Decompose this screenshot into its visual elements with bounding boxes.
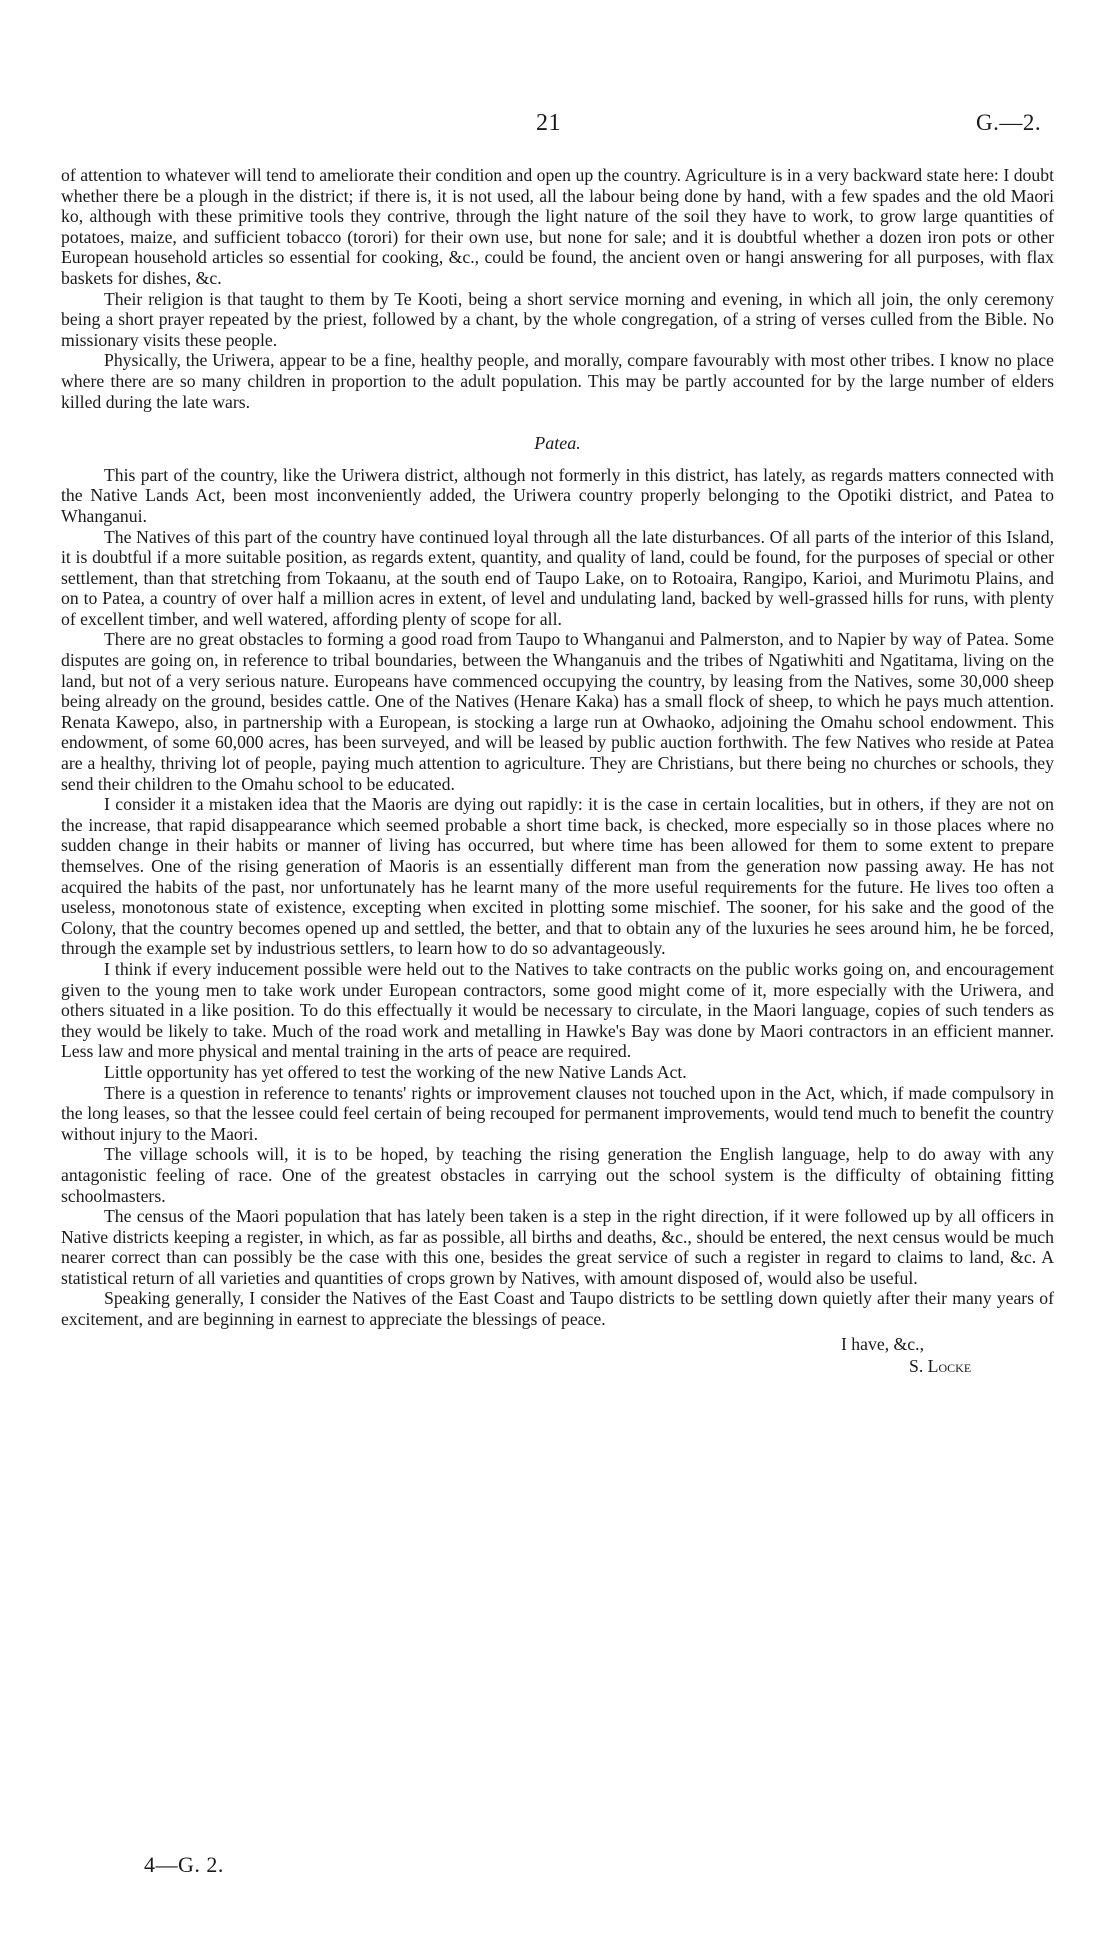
document-reference: G.—2. (976, 110, 1042, 135)
paragraph: Speaking generally, I consider the Natives of the East Coast and Taupo districts to be settling down quietly after their many years of excitement, and are beginning in earnest to appreciate the blessings of peace. (61, 1288, 1054, 1330)
paragraph: Little opportunity has yet offered to test the working of the new Native Lands Act. (104, 1061, 687, 1082)
paragraph: Their religion is that taught to them by Te Kooti, being a short service morning and evening, in which all join, the only ceremony being a short prayer repeated by the priest, followed by a chant, by the whole congregation, of a string of verses culled from the Bible. No missionary visits these people. (61, 288, 1054, 350)
page-number: 21 (536, 110, 561, 136)
paragraph: This part of the country, like the Uriwera district, although not formerly in this district, has lately, as regards matters connected with the Native Lands Act, been most inconveniently added, the Uriwera country properly belonging to the Opotiki district, and Patea to Whanganui. (61, 464, 1054, 526)
section-heading: Patea. (534, 433, 581, 454)
paragraph: The village schools will, it is to be hoped, by teaching the rising generation the English language, help to do away with any antagonistic feeling of race. One of the greatest obstacles in carrying out the school system is the difficulty of obtaining fitting schoolmasters. (61, 1144, 1054, 1206)
paragraph: I think if every inducement possible were held out to the Natives to take contracts on the public works going on, and encouragement given to the young men to take work under European contractors, some good might come of it, more especially with the Uriwera, and others situated in a like position. To do this effectually it would be necessary to circulate, in the Maori language, copies of such tenders as they would be likely to take. Much of the road work and metalling in Hawke's Bay was done by Maori contractors in an efficient manner. Less law and more physical and mental training in the arts of peace are required. (61, 958, 1054, 1062)
paragraph: of attention to whatever will tend to ameliorate their condition and open up the country. Agriculture is in a very backward state here: I doubt whether there be a plough in the district; if there is, it is not used, all the labour being done by hand, with a few spades and the old Maori ko, although with these primitive tools they contrive, through the light nature of the soil they have to work, to grow large quantities of potatoes, maize, and sufficient tobacco (torori) for their own use, but none for sale; and it is doubtful whether a dozen iron pots or other European household articles so essential for cooking, &c., could be found, the ancient oven or hangi answering for all purposes, with flax baskets for dishes, &c. (61, 165, 1054, 288)
paragraph: The Natives of this part of the country have continued loyal through all the late disturbances. Of all parts of the interior of this Island, it is doubtful if a more suitable position, as regards extent, quantity, and quality of land, could be found, for the purposes of special or other settlement, than that stretching from Tokaanu, at the south end of Taupo Lake, on to Rotoaira, Rangipo, Karioi, and Murimotu Plains, and on to Patea, a country of over half a million acres in extent, of level and undulating land, backed by well-grassed hills for runs, with plenty of excellent timber, and well watered, affording plenty of scope for all. (61, 526, 1054, 629)
paragraph: The census of the Maori population that has lately been taken is a step in the right direction, if it were followed up by all officers in Native districts keeping a register, in which, as far as possible, all births and deaths, &c., should be entered, the next census would be much nearer correct than can possibly be the case with this one, besides the great service of such a register in regard to claims to land, &c. A statistical return of all varieties and quantities of crops grown by Natives, with amount disposed of, would also be useful. (61, 1206, 1054, 1288)
paragraph: Physically, the Uriwera, appear to be a fine, healthy people, and morally, compare favourably with most other tribes. I know no place where there are so many children in proportion to the adult population. This may be partly accounted for by the large number of elders killed during the late wars. (61, 350, 1054, 412)
signature: S. Locke (909, 1355, 972, 1376)
closing-greeting: I have, &c., (841, 1333, 924, 1354)
closing-block (61, 1334, 1054, 1384)
footer-reference: 4—G. 2. (144, 1852, 224, 1877)
paragraph: There is a question in reference to tenants' rights or improvement clauses not touched upon in the Act, which, if made compulsory in the long leases, so that the lessee could feel certain of being recouped for permanent improvements, would tend much to benefit the country without injury to the Maori. (61, 1082, 1054, 1144)
paragraph: There are no great obstacles to forming a good road from Taupo to Whanganui and Palmerston, and to Napier by way of Patea. Some disputes are going on, in reference to tribal boundaries, between the Whanganuis and the tribes of Ngatiwhiti and Ngatitama, living on the land, but not of a very serious nature. Europeans have commenced occupying the country, by leasing from the Natives, some 30,000 sheep being already on the ground, besides cattle. One of the Natives (Henare Kaka) has a small flock of sheep, to which he pays much attention. Renata Kawepo, also, in partnership with a European, is stocking a large run at Owhaoko, adjoining the Omahu school endowment. This endowment, of some 60,000 acres, has been surveyed, and will be leased by public auction forthwith. The few Natives who reside at Patea are a healthy, thriving lot of people, paying much attention to agriculture. They are Christians, but there being no churches or schools, they send their children to the Omahu school to be educated. (61, 629, 1054, 794)
report-body (61, 165, 1054, 1384)
paragraph: I consider it a mistaken idea that the Maoris are dying out rapidly: it is the case in certain localities, but in others, if they are not on the increase, that rapid disappearance which seemed probable a short time back, is checked, more especially so in those places where no sudden change in their habits or manner of living has occurred, but where time has been allowed for them to some extent to prepare themselves. One of the rising generation of Maoris is an essentially different man from the generation now passing away. He has not acquired the habits of the past, nor unfortunately has he learnt many of the more useful requirements for the future. He lives too often a useless, monotonous state of existence, excepting when excited in plotting some mischief. The sooner, for his sake and the good of the Colony, that the country becomes opened up and settled, the better, and that to obtain any of the luxuries he sees around him, he be forced, through the example set by industrious settlers, to learn how to do so advantageously. (61, 794, 1054, 959)
